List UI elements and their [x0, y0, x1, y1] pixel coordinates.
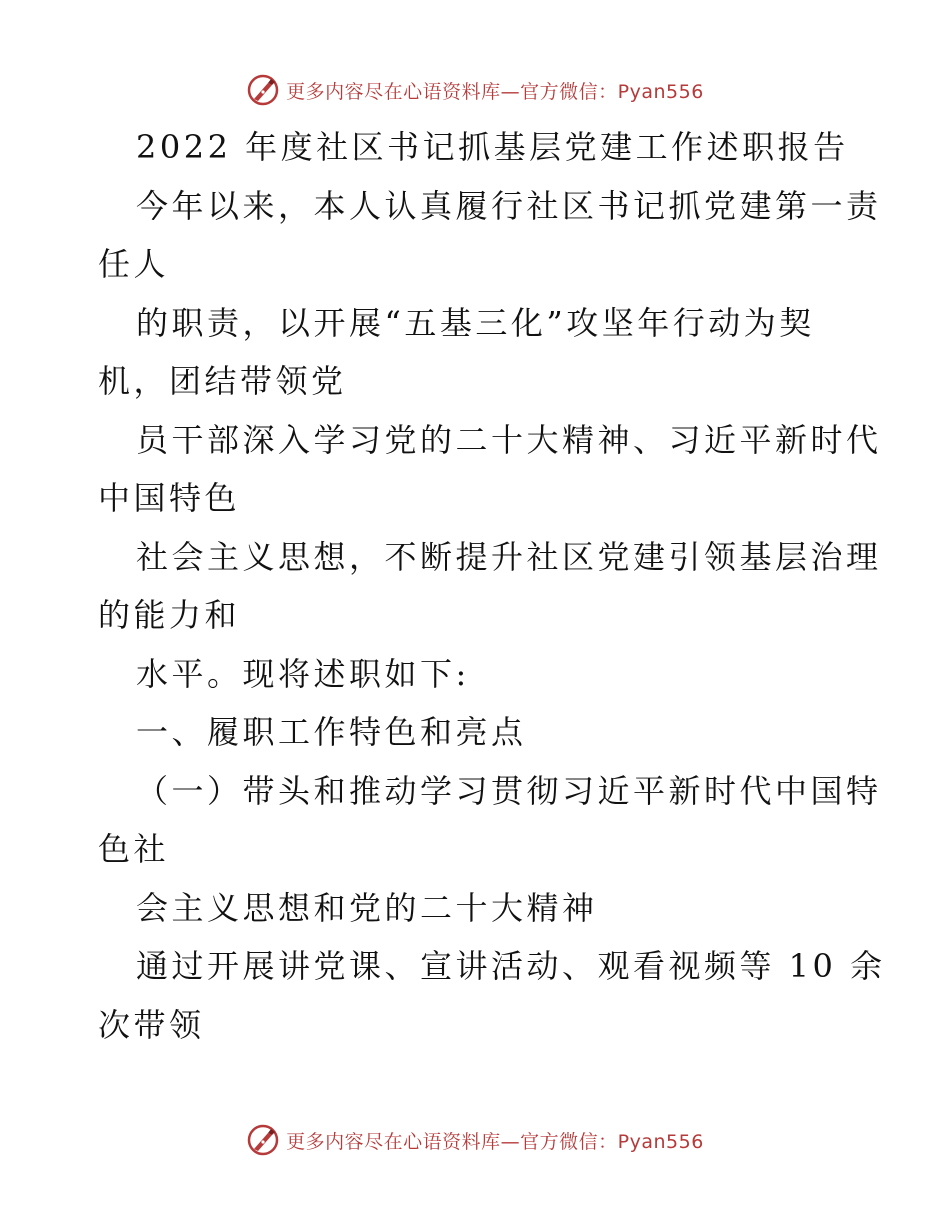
footer-watermark	[0, 1120, 950, 1160]
body-line: 中国特色	[98, 479, 241, 517]
watermark-text: 更多内容尽在心语资料库—官方微信：Pyan556	[286, 80, 704, 103]
watermark-text: 更多内容尽在心语资料库—官方微信：Pyan556	[286, 1130, 704, 1153]
body-line: 通过开展讲党课、宣讲活动、观看视频等 10 余	[136, 947, 886, 985]
fountain-pen-logo-icon	[246, 1123, 280, 1157]
body-line: 任人	[98, 245, 170, 283]
body-line: 的能力和	[98, 596, 241, 634]
document-body	[98, 118, 886, 1054]
header-watermark	[0, 70, 950, 110]
body-line: 次带领	[98, 1005, 205, 1044]
section-heading: 一、履职工作特色和亮点	[136, 713, 527, 751]
body-line: 员干部深入学习党的二十大精神、习近平新时代	[136, 420, 882, 459]
body-line: 社会主义思想，不断提升社区党建引领基层治理	[136, 537, 882, 576]
body-line: 的职责，以开展“五基三化”攻坚年行动为契	[136, 303, 815, 342]
document-title: 2022 年度社区书记抓基层党建工作述职报告	[136, 128, 849, 166]
body-line: 机，团结带领党	[98, 362, 347, 400]
body-line: 水平。现将述职如下:	[136, 654, 470, 693]
body-line: 色社	[98, 830, 170, 868]
subsection-heading: （一）带头和推动学习贯彻习近平新时代中国特	[136, 771, 882, 810]
body-line: 今年以来，本人认真履行社区书记抓党建第一责	[136, 186, 882, 225]
body-line: 会主义思想和党的二十大精神	[136, 888, 598, 927]
fountain-pen-logo-icon	[246, 73, 280, 107]
